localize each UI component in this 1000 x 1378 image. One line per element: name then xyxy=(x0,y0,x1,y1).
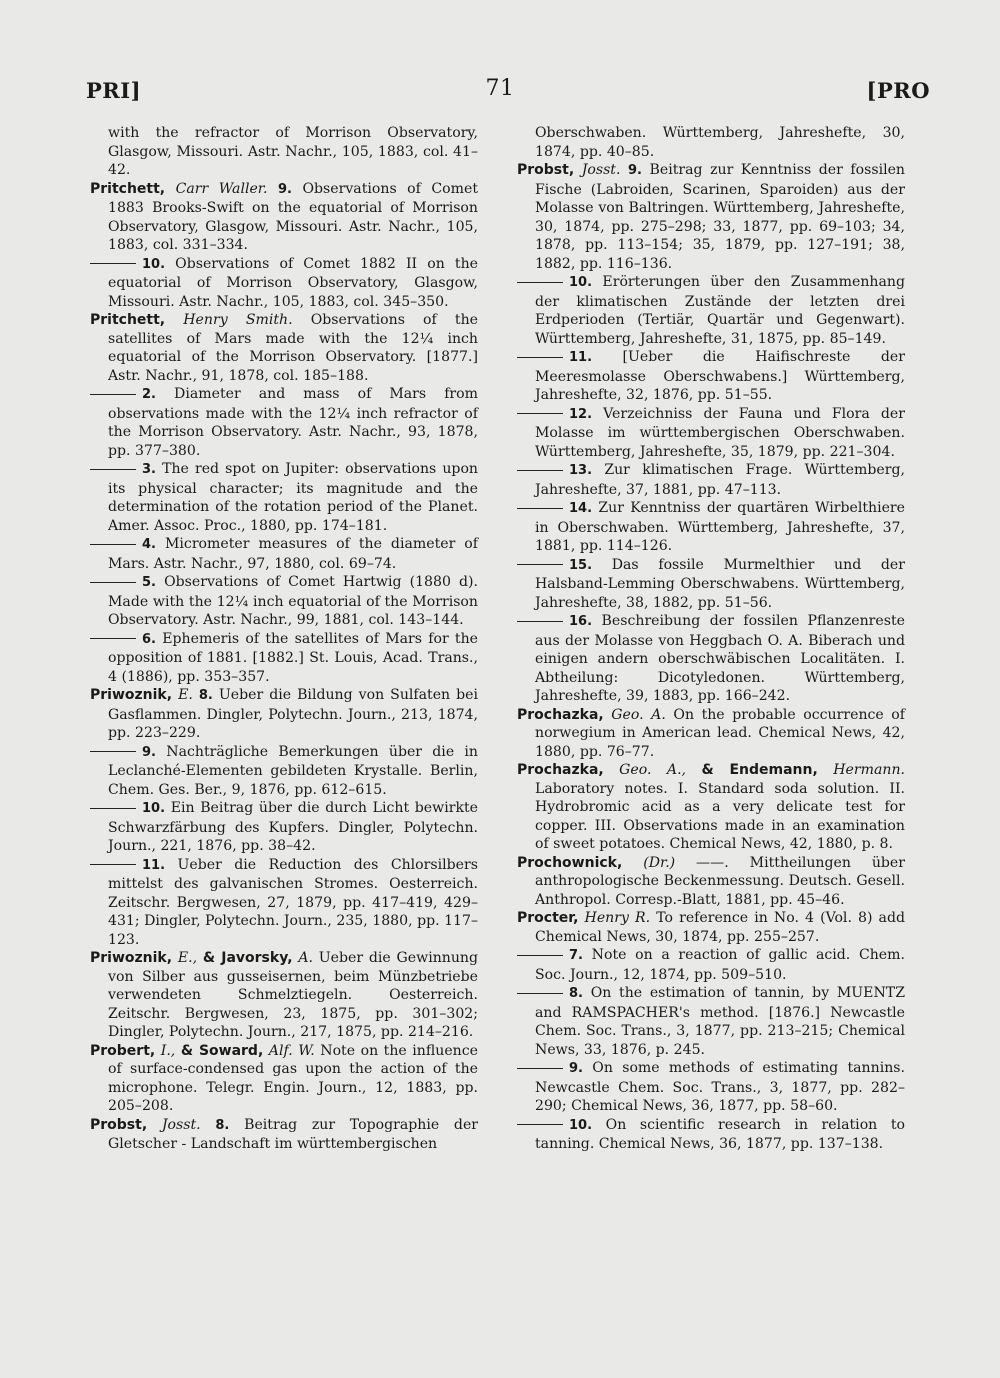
entry-text: Ueber die Reduction des Chlorsilbers mittelst des galvanischen Stromes. Oesterreich. Zeitschr. Bergwesen, 27, 1879, pp. 417–419, 429–431; Dingler, Polytechn. Journ., 235, 1880, pp. 117–123. xyxy=(108,856,479,948)
bibliography-entry xyxy=(90,686,478,743)
running-head-left: PRI] xyxy=(86,78,142,103)
running-head-right: [PRO xyxy=(866,78,930,103)
bibliography-entry xyxy=(90,573,478,630)
ditto-rule xyxy=(90,263,136,264)
bibliography-entry xyxy=(517,909,905,946)
entry-text: Observations of Comet Hartwig (1880 d). Made with the 12¼ inch equatorial of the Morrison Observatory. Astr. Nachr., 99, 1881, col. 143–144. xyxy=(108,574,479,628)
ditto-rule xyxy=(90,582,136,583)
entry-number: 8. xyxy=(198,688,213,703)
entry-text: Observations of Comet 1883 Brooks-Swift on the equatorial of Morrison Observatory, Glasgow, Missouri. Astr. Nachr., 105, 1883, col. 331–334. xyxy=(108,180,478,253)
author-name: Priwoznik, xyxy=(90,950,173,966)
entry-number: 8. xyxy=(215,1117,230,1133)
entry-text: Laboratory notes. I. Standard soda solution. II. Hydrobromic acid as a very delicate test for copper. III. Observations made in an examination of sweet potatoes. Chemical News, 42, 1880, p. 8. xyxy=(535,780,905,852)
bibliography-entry xyxy=(90,1116,478,1154)
entry-text: On some methods of estimating tannins. Newcastle Chem. Soc. Trans., 3, 1877, pp. 282–290; Chemical News, 36, 1877, pp. 58–60. xyxy=(535,1060,905,1114)
ditto-rule xyxy=(517,564,563,565)
coauthor-given-name: Hermann. xyxy=(833,762,906,778)
author-given-name: Henry Smith. xyxy=(183,312,293,328)
entry-number: 2. xyxy=(142,387,156,402)
ditto-rule xyxy=(517,955,563,956)
ditto-rule xyxy=(90,864,136,865)
ditto-rule xyxy=(517,1068,563,1069)
bibliography-entry xyxy=(90,949,478,1042)
author-given-name: E. xyxy=(178,687,193,703)
bibliography-entry xyxy=(90,180,478,255)
bibliography-entry xyxy=(517,1059,905,1116)
entry-text: Beschreibung der fossilen Pflanzenreste aus der Molasse von Heggbach O. A. Biberach und einigen andern oberschwäbischen Localitäten. I. Abtheilung: Dicotyledonen. Württemberg, Jahreshefte, 39, 1883, pp. 166–242. xyxy=(535,613,905,704)
bibliography-entry xyxy=(90,460,478,535)
entry-text: Diameter and mass of Mars from observations made with the 12¼ inch refractor of the Morrison Observatory. Astr. Nachr., 93, 1878, pp. 377–380. xyxy=(108,386,478,459)
entry-text: On the estimation of tannin, by MUENTZ and RAMSPACHER's method. [1876.] Newcastle Chem. Soc. Trans., 3, 1877, pp. 213–215; Chemical News, 33, 1876, p. 245. xyxy=(535,985,905,1058)
ditto-rule xyxy=(517,413,563,414)
entry-text: Observations of Comet 1882 II on the equatorial of Morrison Observatory, Glasgow, Missouri. Astr. Nachr., 105, 1883, col. 345–350. xyxy=(108,255,478,310)
entry-text: On the probable occurrence of norwegium in American lead. Chemical News, 42, 1880, pp. 76–77. xyxy=(535,706,906,760)
coauthor-name: & Soward, xyxy=(180,1042,264,1059)
entry-number: 13. xyxy=(569,463,593,478)
author-given-name: Josst. xyxy=(581,162,621,178)
entry-text: On scientific research in relation to tanning. Chemical News, 36, 1877, pp. 137–138. xyxy=(535,1116,906,1152)
ditto-rule xyxy=(517,1124,563,1125)
bibliography-entry xyxy=(517,499,905,556)
ditto-rule xyxy=(90,638,136,639)
author-given-name: (Dr.) ——. xyxy=(643,854,729,871)
bibliography-entry xyxy=(517,556,905,613)
author-name: Pritchett, xyxy=(90,312,166,328)
page-number: 71 xyxy=(485,76,515,101)
author-given-name: I., xyxy=(160,1042,176,1059)
entry-number: 12. xyxy=(569,406,593,422)
bibliography-entry xyxy=(90,311,478,385)
entry-text: Ein Beitrag über die durch Licht bewirkte Schwarzfärbung des Kupfers. Dingler, Polytechn. Journ., 221, 1876, pp. 38–42. xyxy=(108,800,479,854)
author-name: Prochazka, xyxy=(517,762,604,778)
left-column xyxy=(90,124,478,1154)
entry-number: 7. xyxy=(569,948,583,963)
bibliography-entry xyxy=(517,161,905,273)
entry-text: The red spot on Jupiter: observations upon its physical character; its magnitude and the determination of the rotation period of the Planet. Amer. Assoc. Proc., 1880, pp. 174–181. xyxy=(108,461,478,534)
ditto-rule xyxy=(90,751,136,752)
author-name: Probst, xyxy=(90,1116,148,1133)
author-name: Prochazka, xyxy=(517,706,604,723)
ditto-rule xyxy=(517,993,563,994)
author-given-name: Geo. A., xyxy=(619,762,687,778)
bibliography-entry xyxy=(517,946,905,984)
entry-text: Ephemeris of the satellites of Mars for the opposition of 1881. [1882.] St. Louis, Acad. Trans., 4 (1886), pp. 353–357. xyxy=(108,630,479,685)
entry-text: Note on the influence of surface-condensed gas upon the action of the microphone. Telegr. Engin. Journ., 12, 1883, pp. 205–208. xyxy=(108,1042,478,1114)
entry-text: Oberschwaben. Württemberg, Jahreshefte, 30, 1874, pp. 40–85. xyxy=(535,125,905,160)
entry-number: 10. xyxy=(142,256,166,272)
entry-text: Note on a reaction of gallic acid. Chem. Soc. Journ., 12, 1874, pp. 509–510. xyxy=(535,947,905,983)
ditto-rule xyxy=(517,282,563,283)
entry-number: 3. xyxy=(142,462,156,477)
entry-number: 10. xyxy=(142,801,166,816)
ditto-rule xyxy=(90,808,136,809)
entry-number: 16. xyxy=(569,614,593,629)
ditto-rule xyxy=(90,394,136,395)
entry-number: 14. xyxy=(569,501,593,516)
entry-text: Mittheilungen über anthropologische Beckenmessung. Deutsch. Gesell. Anthropol. Corresp.-Blatt, 1881, pp. 45–46. xyxy=(535,854,906,908)
entry-text: Nachträgliche Bemerkungen über die in Leclanché-Elementen gebildeten Krystalle. Berlin, Chem. Ges. Ber., 9, 1876, pp. 612–615. xyxy=(108,743,478,798)
entry-number: 9. xyxy=(569,1061,583,1076)
entry-text: To reference in No. 4 (Vol. 8) add Chemical News, 30, 1874, pp. 255–257. xyxy=(535,910,906,945)
entry-text: Zur Kenntniss der quartären Wirbelthiere in Oberschwaben. Württemberg, Jahreshefte, 37, 1881, pp. 114–126. xyxy=(535,500,906,554)
entry-number: 4. xyxy=(142,537,156,552)
coauthor-given-name: Alf. W. xyxy=(268,1042,315,1059)
bibliography-entry xyxy=(517,461,905,499)
ditto-rule xyxy=(517,470,563,471)
entry-text: Beitrag zur Kenntniss der fossilen Fische (Labroiden, Scarinen, Sparoiden) aus der Molasse von Baltringen. Württemberg, Jahreshefte, 30, 1874, pp. 275–298; 33, 1877, pp. 69–103; 34, 1878, pp. 113–154; 35, 1879, pp. 127–191; 38, 1882, pp. 116–136. xyxy=(535,162,906,272)
bibliography-entry xyxy=(517,984,905,1059)
entry-text: Observations of the satellites of Mars made with the 12¼ inch equatorial of the Morrison Observatory. [1877.] Astr. Nachr., 91, 1878, col. 185–188. xyxy=(108,312,478,384)
bibliography-entry xyxy=(90,535,478,573)
right-column xyxy=(517,124,905,1154)
bibliography-entry xyxy=(90,385,478,460)
entry-number: 15. xyxy=(569,557,593,573)
bibliography-entry xyxy=(90,124,478,180)
coauthor-name: & Javorsky, xyxy=(202,950,293,966)
ditto-rule xyxy=(90,469,136,470)
bibliography-entry xyxy=(90,799,478,856)
ditto-rule xyxy=(517,508,563,509)
bibliography-entry xyxy=(517,1116,905,1154)
entry-number: 11. xyxy=(142,857,166,873)
entry-number: 9. xyxy=(628,163,642,178)
author-given-name: Henry R. xyxy=(584,910,651,926)
bibliography-entry xyxy=(517,854,905,910)
entry-text: Erörterungen über den Zusammenhang der klimatischen Zustände der letzten drei Erdperioden (Tertiär, Quartär und Gegenwart). Württemberg, Jahreshefte, 31, 1875, pp. 85–149. xyxy=(535,274,905,347)
entry-text: Das fossile Murmelthier und der Halsband-Lemming Oberschwabens. Württemberg, Jahreshefte, 38, 1882, pp. 51–56. xyxy=(535,556,906,611)
bibliography-entry xyxy=(517,348,905,405)
author-name: Prochownick, xyxy=(517,854,623,871)
bibliography-entry xyxy=(90,255,478,312)
entry-number: 10. xyxy=(569,275,593,290)
entry-text: Zur klimatischen Frage. Württemberg, Jahreshefte, 37, 1881, pp. 47–113. xyxy=(535,462,905,498)
entry-text: [Ueber die Haifischreste der Meeresmolasse Oberschwabens.] Württemberg, Jahreshefte, 32, 1876, pp. 51–55. xyxy=(535,349,905,403)
bibliography-entry xyxy=(517,124,905,161)
entry-number: 9. xyxy=(142,744,156,760)
bibliography-entry xyxy=(90,743,478,800)
bibliography-entry xyxy=(517,761,905,854)
entry-text: with the refractor of Morrison Observatory, Glasgow, Missouri. Astr. Nachr., 105, 1883, col. 41–42. xyxy=(108,125,478,178)
author-given-name: E., xyxy=(177,950,198,966)
entry-text: Beitrag zur Topographie der Gletscher - Landschaft im württembergischen xyxy=(108,1116,479,1152)
bibliography-entry xyxy=(90,856,478,950)
entry-number: 5. xyxy=(142,575,156,590)
author-name: Pritchett, xyxy=(90,180,166,197)
entry-number: 6. xyxy=(142,631,156,647)
bibliography-entry xyxy=(517,405,905,462)
coauthor-name: & Endemann, xyxy=(701,762,818,778)
bibliography-entry xyxy=(517,706,905,762)
author-given-name: Carr Waller. xyxy=(175,180,268,197)
entry-number: 9. xyxy=(277,181,292,197)
author-given-name: Geo. A. xyxy=(611,706,666,723)
bibliography-entry xyxy=(517,273,905,348)
author-given-name: Josst. xyxy=(161,1116,201,1133)
entry-number: 11. xyxy=(569,350,593,365)
ditto-rule xyxy=(517,621,563,622)
entry-number: 8. xyxy=(569,986,583,1001)
bibliography-entry xyxy=(517,612,905,706)
entry-text: Ueber die Gewinnung von Silber aus gusseisernen, beim Münzbetriebe verwendeten Schmelztiegeln. Oesterreich. Zeitschr. Bergwesen, 23, 1875, pp. 301–302; Dingler, Polytechn. Journ., 217, 1875, pp. 214–216. xyxy=(108,950,479,1040)
ditto-rule xyxy=(517,357,563,358)
ditto-rule xyxy=(90,544,136,545)
author-name: Procter, xyxy=(517,910,579,926)
entry-number: 10. xyxy=(569,1117,593,1133)
entry-text: Micrometer measures of the diameter of Mars. Astr. Nachr., 97, 1880, col. 69–74. xyxy=(108,536,479,572)
coauthor-given-name: A. xyxy=(298,950,314,966)
entry-text: Ueber die Bildung von Sulfaten bei Gasflammen. Dingler, Polytechn. Journ., 213, 1874, pp. 223–229. xyxy=(108,687,479,741)
author-name: Priwoznik, xyxy=(90,687,173,703)
author-name: Probert, xyxy=(90,1042,156,1059)
entry-text: Verzeichniss der Fauna und Flora der Molasse im württembergischen Oberschwaben. Württemberg, Jahreshefte, 35, 1879, pp. 221–304. xyxy=(535,405,905,460)
author-name: Probst, xyxy=(517,162,575,178)
bibliography-entry xyxy=(90,1042,478,1116)
bibliography-entry xyxy=(90,630,478,687)
